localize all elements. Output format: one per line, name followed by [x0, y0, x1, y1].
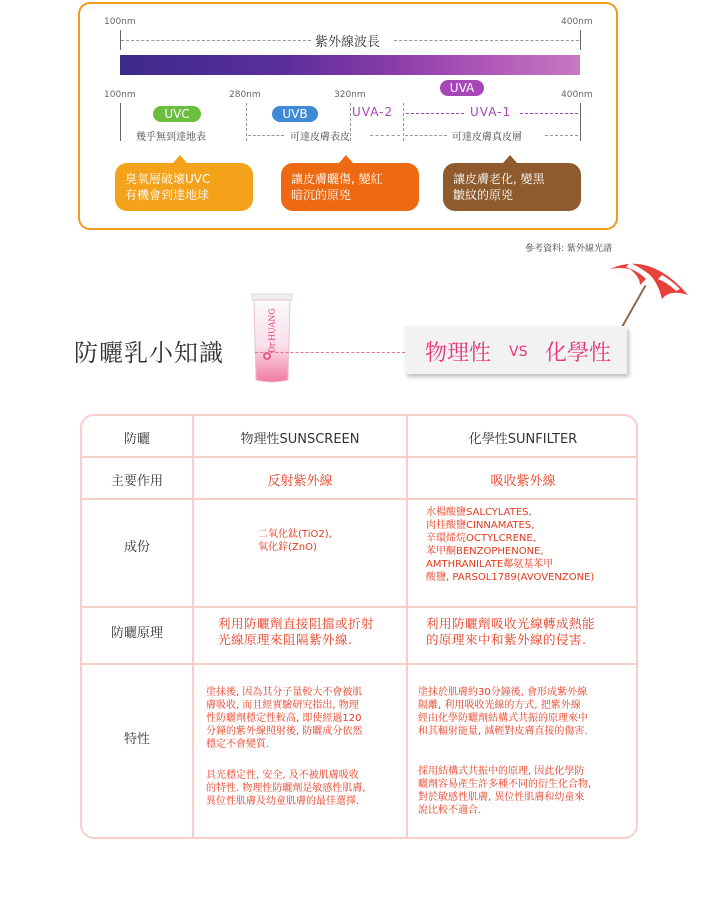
uva-bubble-tail — [503, 155, 517, 163]
chemical-characteristics-p1: 塗抹於肌膚約30分鐘後, 會形成紫外線 隔離, 利用吸收光線的方式, 把紫外線 經由化學防曬劑結構式共振的原理來中 和其輻射能量, 減輕對皮膚直接的傷害. — [418, 687, 588, 737]
table-row-ingredients — [82, 498, 636, 500]
uvc-bubble-text: 臭氧層破壞UVC 有機會到達地球 — [125, 172, 211, 202]
chemical-main-function: 吸收紫外線 — [490, 474, 556, 489]
band-edge-280 — [246, 103, 247, 141]
uva2-band-label: UVA-2 — [352, 105, 394, 119]
tick-top-100nm: 100nm — [104, 17, 136, 27]
table-header-chemical: 化學性SUNFILTER — [468, 432, 578, 447]
tick-top-400nm: 400nm — [561, 17, 593, 27]
uva1-dash-left — [406, 113, 464, 114]
uva-bubble-text: 讓皮膚老化, 變黑 皺紋的原兇 — [453, 172, 545, 202]
uva1-band-label: UVA-1 — [470, 105, 512, 119]
table-row-characteristics — [82, 663, 636, 665]
chemical-heading: 化學性 — [545, 341, 612, 366]
title-connector-line — [255, 352, 405, 353]
uva-info-bubble — [443, 163, 581, 211]
physical-ingredients: 二氧化鈦(TiO2), 氧化鋅(ZnO) — [258, 529, 332, 553]
chemical-characteristics-p2: 採用結構式共振中的原理, 因此化學防 曬劑容易產生許多種不同的衍生化合物, 對於敏感性肌膚, 異位性肌膚和幼童來 說比較不適合. — [418, 766, 592, 816]
product-brand-label: Dr.HUANG — [267, 308, 277, 353]
uvc-info-bubble — [115, 163, 253, 211]
uva-caption-dash-right — [545, 135, 578, 136]
uvc-bubble-tail — [173, 155, 187, 163]
uvb-caption-dash-right — [370, 135, 400, 136]
uvb-caption: 可達皮膚表皮 — [290, 132, 350, 143]
row-label-main-function: 主要作用 — [110, 474, 163, 489]
tick-320nm: 320nm — [334, 90, 366, 100]
uva-caption: 可達皮膚真皮層 — [452, 132, 522, 143]
uv-spectrum-bar — [120, 55, 580, 75]
range-dash-right — [394, 40, 579, 41]
band-edge-uva-split — [403, 103, 404, 141]
physical-heading: 物理性 — [425, 341, 492, 366]
physical-vs-chemical-banner — [405, 326, 627, 374]
uv-wavelength-title: 紫外線波長 — [315, 35, 381, 50]
band-edge-400 — [580, 103, 581, 141]
table-header-sunscreen: 防曬 — [123, 432, 150, 447]
physical-characteristics-p2: 具光穩定性, 安全, 及不被肌膚吸收 的特性. 物理性防曬劑是敏感性肌膚, 異位性肌膚及幼童肌膚的最佳選擇. — [206, 770, 366, 807]
uvc-band-pill: UVC — [153, 106, 201, 122]
comparison-table — [80, 414, 638, 839]
physical-principle: 利用防曬劑直接阻擋或折射 光線原理來阻隔紫外線. — [218, 616, 375, 647]
table-header-physical: 物理性SUNSCREEN — [240, 432, 360, 447]
tick-280nm: 280nm — [229, 90, 261, 100]
range-right-edge — [580, 30, 581, 50]
physical-main-function: 反射紫外線 — [267, 474, 333, 489]
row-label-characteristics: 特性 — [123, 732, 150, 747]
chemical-principle: 利用防曬劑吸收光線轉成熱能 的原理來中和紫外線的侵害. — [426, 616, 596, 647]
vs-label: VS — [509, 344, 528, 360]
uvc-caption: 幾乎無到達地表 — [136, 132, 206, 143]
uva-band-pill: UVA — [440, 80, 484, 96]
reference-note: 參考資料: 紫外線光譜 — [525, 244, 612, 254]
uvb-bubble-text: 讓皮膚曬傷, 變紅 暗沉的原兇 — [291, 172, 383, 202]
row-label-principle: 防曬原理 — [110, 626, 163, 641]
range-dash-left — [121, 40, 311, 41]
band-edge-320 — [350, 103, 351, 141]
table-row-main-function — [82, 456, 636, 458]
uvb-bubble-tail — [339, 155, 353, 163]
section-title: 防曬乳小知識 — [74, 339, 224, 367]
physical-characteristics-p1: 塗抹後, 因為其分子量較大不會被肌 膚吸收, 而且經實驗研究指出, 物理 性防曬劑穩定性較高, 即使經過120 分鐘的紫外線照射後, 防曬成分依然 穩定不會變質. — [206, 687, 363, 750]
beach-umbrella-icon — [600, 255, 692, 335]
table-row-principle — [82, 606, 636, 608]
uva1-dash-right — [520, 113, 578, 114]
tick-100nm: 100nm — [104, 90, 136, 100]
row-label-ingredients: 成份 — [123, 540, 150, 555]
uva-caption-dash-left — [405, 135, 447, 136]
tick-400nm: 400nm — [561, 90, 593, 100]
chemical-ingredients: 水楊酸鹽SALCYLATES, 肉桂酸鹽CINNAMATES, 辛環烯烷OCTYLCRENE, 苯甲酮BENZOPHENONE, AMTHRANILATE鄰氨基苯甲 酸鹽, PARSOL1789(AVOVENZONE) — [426, 507, 595, 583]
uvb-info-bubble — [281, 163, 419, 211]
band-edge-100 — [120, 103, 121, 141]
uvb-caption-dash-left — [248, 135, 284, 136]
uvb-band-pill: UVB — [272, 106, 318, 122]
